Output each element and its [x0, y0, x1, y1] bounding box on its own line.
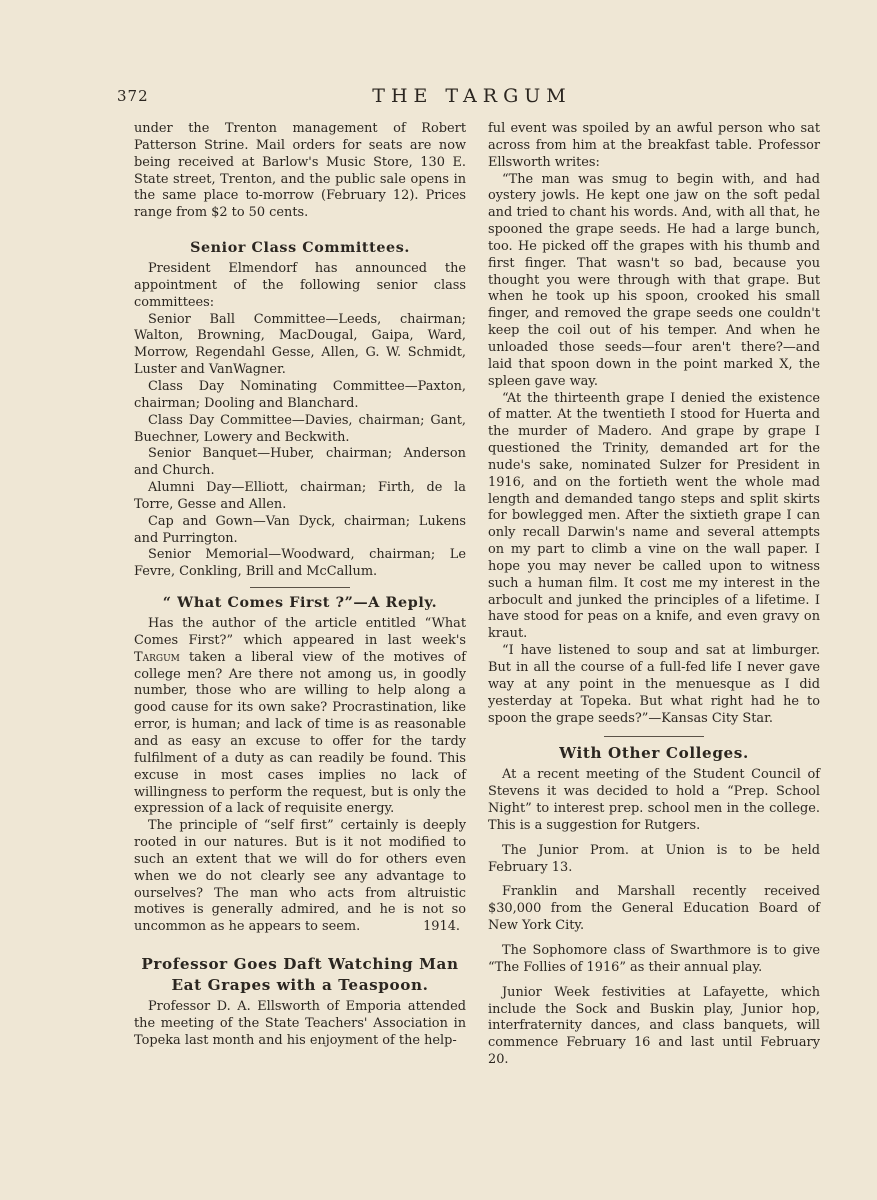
paragraph: “I have listened to soup and sat at limburger. But in all the course of a full-fed life I never gave way at any point in the menuesque as I did yesterday at Topeka. But what right had he to spoon the grape seeds?”—Kansas City Star. — [488, 643, 820, 726]
left-column — [134, 121, 466, 1050]
paragraph: Alumni Day—Elliott, chairman; Firth, de la Torre, Gesse and Allen. — [134, 480, 466, 512]
college-item: Junior Week festivities at Lafayette, which include the Sock and Buskin play, Junior hop, interfraternity dances, and class banquets, will commence February 16 and last until February 20. — [488, 984, 820, 1068]
paragraph: Senior Ball Committee—Leeds, chairman; Walton, Browning, MacDougal, Gaipa, Ward, Morrow, Regendahl Gesse, Allen, G. W. Schmidt, Luster and VanWagner. — [134, 311, 466, 378]
paragraph: “The man was smug to begin with, and had oystery jowls. He kept one jaw on the soft pedal and tried to chant his words. And, with all that, he spooned the grape seeds. He had a large bunch, too. He picked off the grapes with his thumb and first finger. That wasn't so bad, because you thought you were through with that grape. But when he took up his spoon, crooked his small finger, and removed the grape seeds one couldn't keep the coil out of his temper. And when he unloaded those seeds—four aren't there?—and laid that spoon down in the point marked X, the spleen gave way. — [488, 171, 820, 389]
section-divider — [250, 587, 350, 588]
page-header — [117, 85, 827, 113]
paragraph: Senior Memorial—Woodward, chairman; Le Fevre, Conkling, Brill and McCallum. — [134, 547, 466, 580]
paragraph: Senior Banquet—Huber, chairman; Anderson and Church. — [134, 446, 466, 479]
section-divider — [604, 736, 704, 737]
paragraph: President Elmendorf has announced the appointment of the following senior class committees: — [134, 261, 466, 310]
college-item: Franklin and Marshall recently received $30,000 from the General Education Board of New York City. — [488, 884, 820, 934]
targum-name: Targum — [134, 649, 180, 665]
intro-paragraph: under the Trenton management of Robert Patterson Strine. Mail orders for seats are now being received at Barlow's Music Store, 130 E. State street, Trenton, and the public sale opens in the same place to-morrow (February 12). Prices range from $2 to 50 cents. — [134, 121, 466, 221]
reply-heading: “ What Comes First ?”—A Reply. — [162, 595, 438, 612]
professor-heading: Professor Goes Daft Watching Man Eat Grapes with a Teaspoon. — [141, 955, 459, 995]
paragraph: Class Day Nominating Committee—Paxton, chairman; Dooling and Blanchard. — [134, 378, 466, 411]
right-column — [488, 121, 820, 1069]
paragraph: Professor D. A. Ellsworth of Emporia attended the meeting of the State Teachers' Association in Topeka last month and his enjoyment of the help- — [134, 999, 466, 1048]
page-number: 372 — [117, 87, 149, 105]
signature: 1914. — [423, 919, 460, 935]
colleges-heading: With Other Colleges. — [559, 744, 749, 763]
paragraph: Cap and Gown—Van Dyck, chairman; Lukens and Purrington. — [134, 513, 466, 546]
paragraph: ful event was spoiled by an awful person who sat across from him at the breakfast table. Professor Ellsworth writes: — [488, 121, 820, 170]
college-item: The Sophomore class of Swarthmore is to give “The Follies of 1916” as their annual play. — [488, 942, 820, 975]
senior-committees-heading: Senior Class Committees. — [190, 240, 410, 257]
paragraph: Has the author of the article entitled “What Comes First?” which appeared in last week's Targum taken a liberal view of the motives of college men? Are there not among us, in goodly number, those who are willing to help along a good cause for its own sake? Procrastination, like error, is human; and lack of time is as reasonable and as easy an excuse to offer for the tardy fulfilment of a duty as can readily be found. This excuse in most cases implies no lack of willingness to perform the request, but is only the expression of a lack of requisite energy. — [134, 616, 466, 817]
college-item: At a recent meeting of the Student Council of Stevens it was decided to hold a “Prep. School Night” to interest prep. school men in the college. This is a suggestion for Rutgers. — [488, 767, 820, 833]
college-item: The Junior Prom. at Union is to be held February 13. — [488, 842, 820, 875]
journal-title: THE TARGUM — [372, 85, 572, 107]
paragraph: The principle of “self first” certainly is deeply rooted in our natures. But is it not modified to such an extent that we will do for others even when we do not clearly see any advantage to ourselves? The man who acts from altruistic motives is generally admired, and he is not so uncommon as he appears to seem. 1914. — [134, 818, 466, 935]
paragraph: “At the thirteenth grape I denied the existence of matter. At the twentieth I stood for Huerta and the murder of Madero. And grape by grape I questioned the Trinity, demanded art for the nude's sake, nominated Sulzer for President in 1916, and on the fortieth went the whole mad length and demanded tango steps and split skirts for bowlegged men. After the sixtieth grape I can only recall Darwin's name and several attempts on my part to climb a vine on the wall paper. I hope you may never be called upon to witness such a human film. It cost me my interest in the arbocult and junked the principles of a lifetime. I have stood for peas on a knife, and even gravy on kraut. — [488, 390, 820, 642]
paragraph: Class Day Committee—Davies, chairman; Gant, Buechner, Lowery and Beckwith. — [134, 412, 466, 445]
